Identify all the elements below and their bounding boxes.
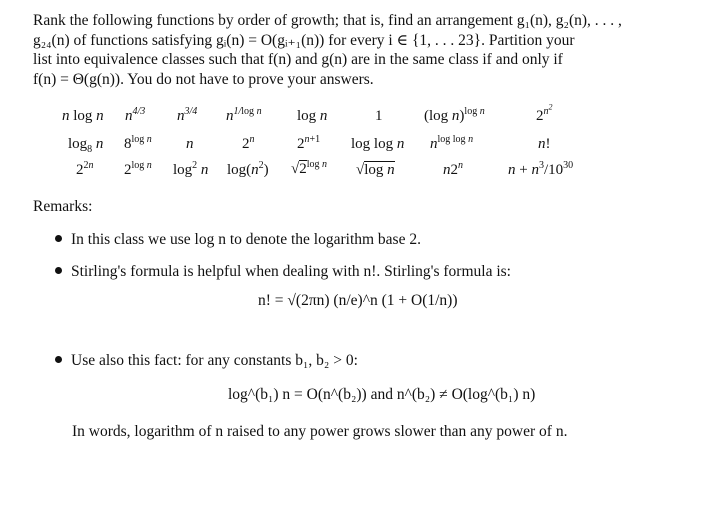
intro-line-1: Rank the following functions by order of growth; that is, find an arrangement g₁(n), g₂(n), . . . , — [33, 12, 622, 29]
function-n-log-n: n log n — [62, 108, 104, 124]
function-log-squared-n: $\log^2 n$ — [173, 160, 209, 178]
bullet-dot — [55, 267, 62, 274]
remark-text-stirling: Stirling's formula is helpful when dealing with n!. Stirling's formula is: — [71, 263, 511, 280]
function-2-pow-log-n: $2^{log n}$ — [124, 160, 152, 178]
closing-remark: In words, logarithm of n raised to any power grows slower than any power of n. — [72, 423, 568, 440]
function-n-2-pow-n: n2$^n$ — [443, 160, 463, 178]
function-n-1-over-log-n: $n^{1/log n}$ — [226, 106, 262, 124]
function-2-pow-n-plus-1: $2^{n+1}$ — [297, 134, 321, 152]
function-log-n-squared: $\log(n^2)$ — [227, 160, 269, 178]
remark-bullet-log-base — [55, 231, 421, 249]
function-8-pow-log-n: $8^{log n}$ — [124, 134, 152, 152]
function-n-3-4: $n^{3/4}$ — [177, 106, 198, 124]
function-n-pow-log-log-n: $n^{log log n}$ — [430, 134, 474, 152]
stirling-formula — [258, 292, 457, 310]
function-2-pow-2n: $2^{2n}$ — [76, 160, 94, 178]
function-n-factorial: n! — [538, 136, 551, 152]
log-power-fact-text: log^(b₁) n = O(n^(b₂)) and n^(b₂) ≠ O(log^(b₁) n) — [228, 386, 536, 403]
function-1: 1 — [375, 108, 383, 124]
function-n-4-3: $n^{4/3}$ — [125, 106, 146, 124]
function-n-plus-n-cubed: $n + n^3/10^{30}$ — [508, 160, 574, 178]
function-sqrt-log-n: √log n — [356, 162, 395, 178]
function-log-n: log n — [297, 108, 328, 124]
function-log-log-n: log log n — [351, 136, 405, 152]
function-2-pow-n-squared: $2^{n^2}$ — [536, 102, 553, 124]
problem-statement — [33, 11, 661, 89]
remark-text-log-base: In this class we use log n to denote the logarithm base 2. — [71, 231, 421, 248]
intro-line-2: g₂₄(n) of functions satisfying gᵢ(n) = O(gᵢ₊₁(n)) for every i ∈ {1, . . . 23}. Partition your — [33, 31, 575, 49]
intro-line-3: list into equivalence classes such that f(n) and g(n) are in the same class if and only if — [33, 51, 563, 68]
function-n: n — [186, 136, 194, 152]
bullet-dot — [55, 235, 62, 242]
remarks-title: Remarks: — [33, 198, 93, 215]
function-log-8-n: $\log_8 n$ — [68, 136, 104, 155]
stirling-formula-text: n! = √(2πn) (n/e)^n (1 + O(1/n)) — [258, 292, 458, 309]
remark-text-log-fact: Use also this fact: for any constants b₁, b₂ > 0: — [71, 352, 358, 369]
bullet-dot — [55, 356, 62, 363]
function-log-n-pow-log-n: (log n)$^{log n}$ — [424, 106, 485, 124]
log-power-fact — [228, 386, 535, 404]
function-2-pow-n: 2$^n$ — [242, 134, 255, 152]
remark-bullet-log-fact — [55, 352, 358, 370]
intro-line-4: f(n) = Θ(g(n)). You do not have to prove your answers. — [33, 70, 374, 88]
function-sqrt2-pow-log-n: $√2^{log n}$ — [291, 159, 328, 177]
remark-bullet-stirling — [55, 263, 511, 281]
